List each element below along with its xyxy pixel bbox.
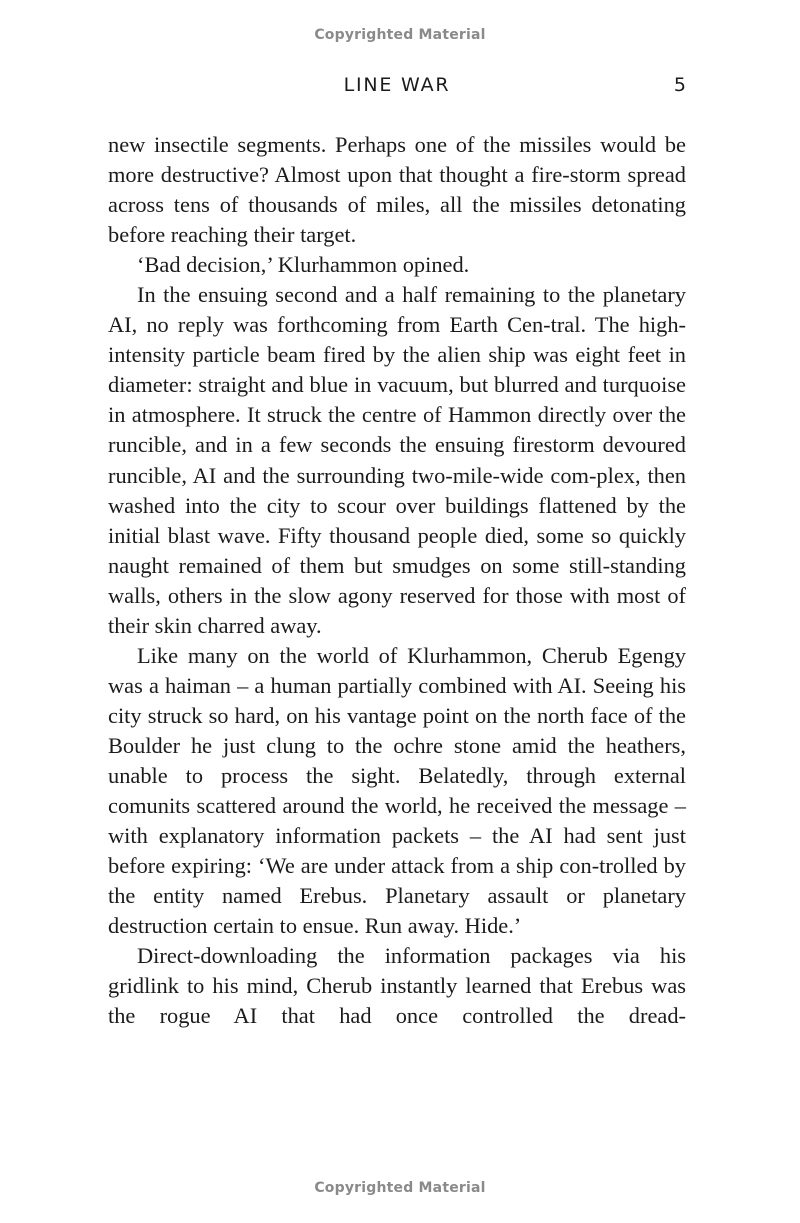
page-number: 5 [673,74,686,96]
copyright-watermark-top: Copyrighted Material [314,27,486,43]
paragraph-beam-attack: In the ensuing second and a half remaining to the planetary AI, no reply was forthcoming from Earth Cen-tral. The high-intensity particle beam fired by the alien ship was eight feet in diameter: straight and blue in vacuum, but blurred and turquoise in atmosphere. It struck the centre of Hammon directly over the runcible, and in a few seconds the ensuing firestorm devoured runcible, AI and the surrounding two-mile-wide com-plex, then washed into the city to scour over buildings flattened by the initial blast wave. Fifty thousand people died, some so quickly naught remained of them but smudges on some still-standing walls, others in the slow agony reserved for those with most of their skin charred away. [108,282,686,638]
body-text [108,130,686,1031]
running-head [108,74,686,100]
paragraph-cherub: Like many on the world of Klurhammon, Cherub Egengy was a haiman – a human partially combined with AI. Seeing his city struck so hard, on his vantage point on the north face of the Boulder he just clung to the ochre stone amid the heathers, unable to process the sight. Belatedly, through external comunits scattered around the world, he received the message – with explanatory information packets – the AI had sent just before expiring: ‘We are under attack from a ship con-trolled by the entity named Erebus. Planetary assault or planetary destruction certain to ensue. Run away. Hide.’ [108,642,686,939]
paragraph-erebus: Direct-downloading the information packages via his gridlink to his mind, Cherub instantly learned that Erebus was the rogue AI that had once controlled the dread- [108,943,686,1029]
paragraph-dialogue: ‘Bad decision,’ Klurhammon opined. [137,252,470,278]
running-head-title: LINE WAR [343,74,451,96]
copyright-watermark-bottom: Copyrighted Material [314,1180,486,1196]
paragraph-continued: new insectile segments. Perhaps one of the missiles would be more destructive? Almost upon that thought a fire-storm spread across tens of thousands of miles, all the missiles detonating before reaching their target. [108,132,686,248]
